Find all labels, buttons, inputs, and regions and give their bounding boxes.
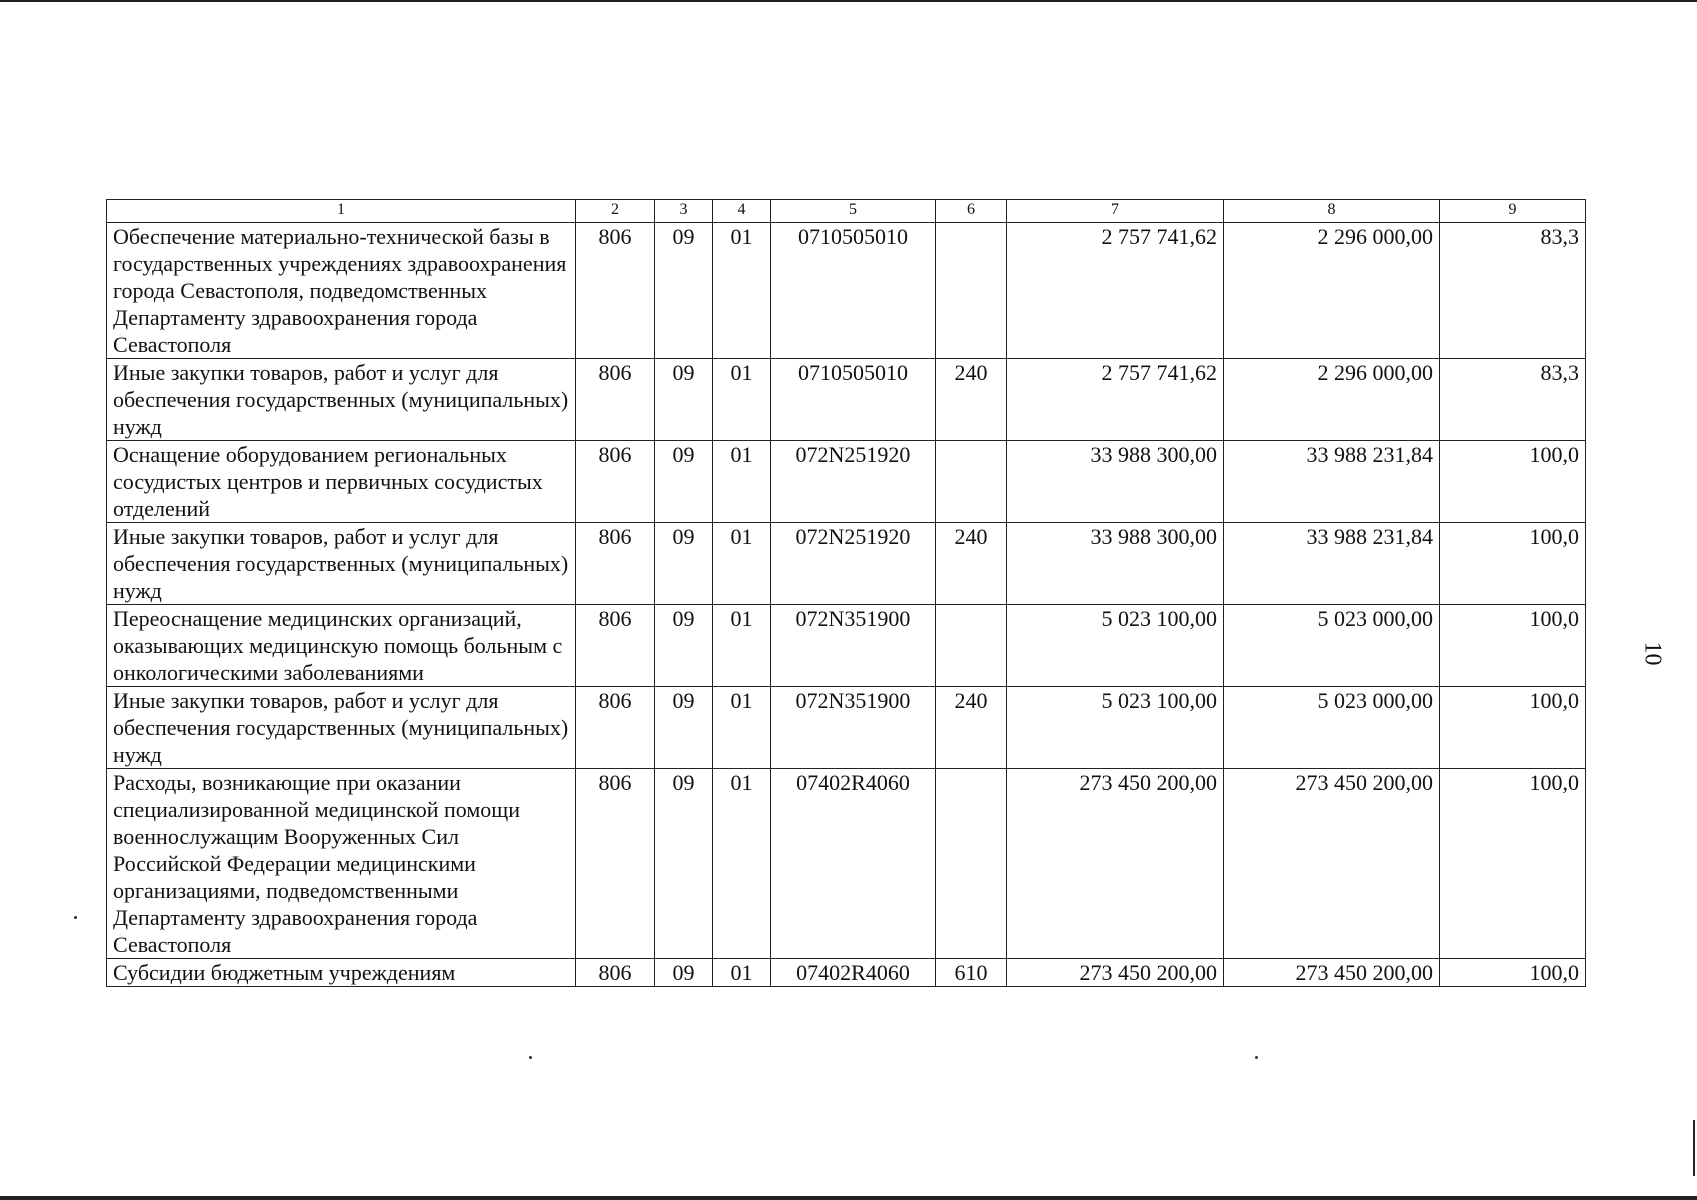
target-code-cell: 072N251920 bbox=[771, 441, 936, 523]
code-cell: 806 bbox=[576, 687, 655, 769]
expense-name-cell: Субсидии бюджетным учреждениям bbox=[107, 959, 576, 987]
target-code-cell: 0710505010 bbox=[771, 223, 936, 359]
amount-cell: 33 988 300,00 bbox=[1007, 523, 1224, 605]
target-code-cell: 07402R4060 bbox=[771, 769, 936, 959]
table-row bbox=[107, 605, 1586, 687]
subsection-cell: 01 bbox=[713, 769, 771, 959]
percent-cell: 100,0 bbox=[1440, 605, 1586, 687]
expense-name-cell: Иные закупки товаров, работ и услуг для обеспечения государственных (муниципальных) нужд bbox=[107, 523, 576, 605]
column-header: 8 bbox=[1224, 200, 1440, 223]
table-row bbox=[107, 359, 1586, 441]
section-cell: 09 bbox=[655, 687, 713, 769]
section-cell: 09 bbox=[655, 523, 713, 605]
table-row bbox=[107, 687, 1586, 769]
expense-type-cell: 240 bbox=[936, 523, 1007, 605]
target-code-cell: 072N351900 bbox=[771, 687, 936, 769]
budget-table bbox=[106, 199, 1586, 987]
target-code-cell: 07402R4060 bbox=[771, 959, 936, 987]
target-code-cell: 072N351900 bbox=[771, 605, 936, 687]
section-cell: 09 bbox=[655, 769, 713, 959]
subsection-cell: 01 bbox=[713, 441, 771, 523]
expense-name-cell: Иные закупки товаров, работ и услуг для обеспечения государственных (муниципальных) нужд bbox=[107, 359, 576, 441]
subsection-cell: 01 bbox=[713, 359, 771, 441]
target-code-cell: 072N251920 bbox=[771, 523, 936, 605]
column-header: 1 bbox=[107, 200, 576, 223]
subsection-cell: 01 bbox=[713, 523, 771, 605]
expense-name-cell: Оснащение оборудованием региональных сосудистых центров и первичных сосудистых отделений bbox=[107, 441, 576, 523]
subsection-cell: 01 bbox=[713, 687, 771, 769]
expense-type-cell: 240 bbox=[936, 687, 1007, 769]
amount-cell: 273 450 200,00 bbox=[1007, 769, 1224, 959]
expense-name-cell: Расходы, возникающие при оказании специализированной медицинской помощи военнослужащим Вооруженных Сил Российской Федерации медицинскими организациями, подведомственными Департаменту здравоохранения города Севастополя bbox=[107, 769, 576, 959]
column-header: 3 bbox=[655, 200, 713, 223]
page-edge-bottom bbox=[0, 1196, 1697, 1200]
table-row bbox=[107, 441, 1586, 523]
amount-cell: 5 023 100,00 bbox=[1007, 687, 1224, 769]
column-header: 7 bbox=[1007, 200, 1224, 223]
code-cell: 806 bbox=[576, 769, 655, 959]
subsection-cell: 01 bbox=[713, 223, 771, 359]
expense-type-cell: 240 bbox=[936, 359, 1007, 441]
amount-cell: 5 023 000,00 bbox=[1224, 687, 1440, 769]
amount-cell: 273 450 200,00 bbox=[1007, 959, 1224, 987]
subsection-cell: 01 bbox=[713, 959, 771, 987]
scan-speck bbox=[74, 916, 77, 919]
table-row bbox=[107, 223, 1586, 359]
column-header: 2 bbox=[576, 200, 655, 223]
amount-cell: 2 296 000,00 bbox=[1224, 359, 1440, 441]
percent-cell: 83,3 bbox=[1440, 223, 1586, 359]
table-row bbox=[107, 959, 1586, 987]
amount-cell: 33 988 300,00 bbox=[1007, 441, 1224, 523]
expense-name-cell: Переоснащение медицинских организаций, оказывающих медицинскую помощь больным с онкологическими заболеваниями bbox=[107, 605, 576, 687]
expense-type-cell bbox=[936, 769, 1007, 959]
header-row bbox=[107, 200, 1586, 223]
expense-type-cell bbox=[936, 605, 1007, 687]
amount-cell: 5 023 000,00 bbox=[1224, 605, 1440, 687]
expense-name-cell: Обеспечение материально-технической базы в государственных учреждениях здравоохранения города Севастополя, подведомственных Департаменту здравоохранения города Севастополя bbox=[107, 223, 576, 359]
column-header: 6 bbox=[936, 200, 1007, 223]
code-cell: 806 bbox=[576, 959, 655, 987]
expense-type-cell bbox=[936, 223, 1007, 359]
page-edge-right bbox=[1693, 1120, 1695, 1176]
target-code-cell: 0710505010 bbox=[771, 359, 936, 441]
section-cell: 09 bbox=[655, 441, 713, 523]
code-cell: 806 bbox=[576, 223, 655, 359]
section-cell: 09 bbox=[655, 359, 713, 441]
amount-cell: 273 450 200,00 bbox=[1224, 769, 1440, 959]
expense-type-cell: 610 bbox=[936, 959, 1007, 987]
amount-cell: 2 757 741,62 bbox=[1007, 223, 1224, 359]
amount-cell: 33 988 231,84 bbox=[1224, 523, 1440, 605]
percent-cell: 100,0 bbox=[1440, 769, 1586, 959]
section-cell: 09 bbox=[655, 605, 713, 687]
amount-cell: 5 023 100,00 bbox=[1007, 605, 1224, 687]
section-cell: 09 bbox=[655, 223, 713, 359]
expense-name-cell: Иные закупки товаров, работ и услуг для обеспечения государственных (муниципальных) нужд bbox=[107, 687, 576, 769]
subsection-cell: 01 bbox=[713, 605, 771, 687]
amount-cell: 2 296 000,00 bbox=[1224, 223, 1440, 359]
page-edge-top bbox=[0, 0, 1697, 2]
table-row bbox=[107, 769, 1586, 959]
percent-cell: 100,0 bbox=[1440, 441, 1586, 523]
percent-cell: 100,0 bbox=[1440, 959, 1586, 987]
column-header: 4 bbox=[713, 200, 771, 223]
column-header: 9 bbox=[1440, 200, 1586, 223]
percent-cell: 100,0 bbox=[1440, 523, 1586, 605]
section-cell: 09 bbox=[655, 959, 713, 987]
expense-type-cell bbox=[936, 441, 1007, 523]
code-cell: 806 bbox=[576, 441, 655, 523]
code-cell: 806 bbox=[576, 605, 655, 687]
scan-speck bbox=[1255, 1056, 1258, 1059]
amount-cell: 273 450 200,00 bbox=[1224, 959, 1440, 987]
page-number: 10 bbox=[1639, 641, 1666, 666]
code-cell: 806 bbox=[576, 523, 655, 605]
table-row bbox=[107, 523, 1586, 605]
column-header: 5 bbox=[771, 200, 936, 223]
scan-speck bbox=[529, 1056, 532, 1059]
percent-cell: 100,0 bbox=[1440, 687, 1586, 769]
code-cell: 806 bbox=[576, 359, 655, 441]
amount-cell: 2 757 741,62 bbox=[1007, 359, 1224, 441]
amount-cell: 33 988 231,84 bbox=[1224, 441, 1440, 523]
percent-cell: 83,3 bbox=[1440, 359, 1586, 441]
